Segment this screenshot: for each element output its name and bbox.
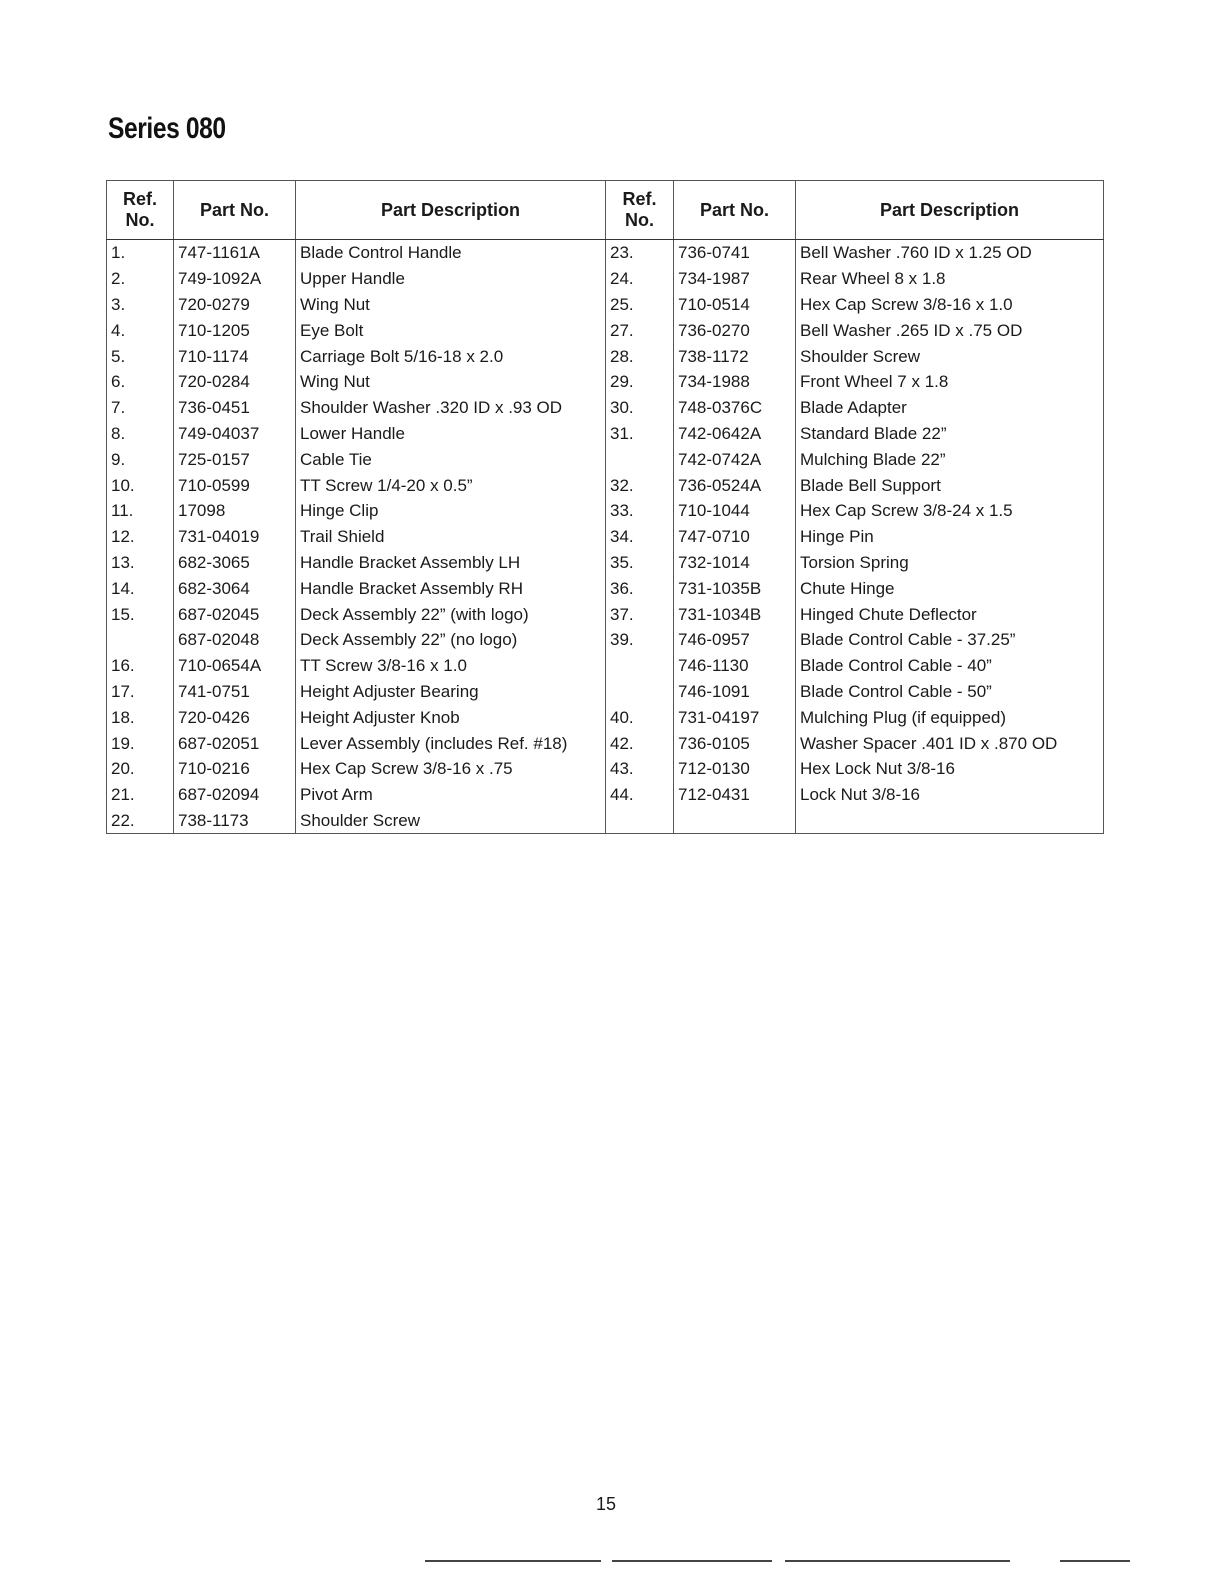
part-description-cell: Blade Control Cable - 37.25” (796, 627, 1104, 653)
part-description-cell: Hinged Chute Deflector (796, 601, 1104, 627)
ref-no-cell: 33. (606, 498, 674, 524)
part-description-cell: Carriage Bolt 5/16-18 x 2.0 (296, 343, 606, 369)
table-row (107, 240, 606, 266)
table-row (606, 395, 1104, 421)
part-no-cell: 749-1092A (174, 266, 296, 292)
part-description-cell: Hex Lock Nut 3/8-16 (796, 756, 1104, 782)
ref-no-cell (606, 679, 674, 705)
table-row (606, 317, 1104, 343)
part-no-cell: 682-3065 (174, 550, 296, 576)
part-no-cell: 734-1987 (674, 266, 796, 292)
part-no-cell: 748-0376C (674, 395, 796, 421)
ref-no-cell: 43. (606, 756, 674, 782)
part-description-cell: Chute Hinge (796, 575, 1104, 601)
ref-no-cell: 4. (107, 317, 174, 343)
table-row (107, 627, 606, 653)
ref-no-cell: 36. (606, 575, 674, 601)
part-description-cell: Lever Assembly (includes Ref. #18) (296, 730, 606, 756)
part-description-cell: Torsion Spring (796, 550, 1104, 576)
part-no-cell: 731-04197 (674, 704, 796, 730)
table-row (606, 343, 1104, 369)
table-row (107, 292, 606, 318)
table-row (107, 730, 606, 756)
ref-no-cell: 32. (606, 472, 674, 498)
part-no-cell: 710-0216 (174, 756, 296, 782)
part-no-cell (674, 808, 796, 834)
table-row (107, 317, 606, 343)
part-description-cell: Blade Control Cable - 40” (796, 653, 1104, 679)
part-description-cell: Bell Washer .760 ID x 1.25 OD (796, 240, 1104, 266)
part-no-cell: 720-0284 (174, 369, 296, 395)
part-description-cell: Blade Adapter (796, 395, 1104, 421)
ref-no-cell: 14. (107, 575, 174, 601)
part-no-cell: 712-0431 (674, 782, 796, 808)
part-no-cell: 738-1172 (674, 343, 796, 369)
part-no-cell: 720-0279 (174, 292, 296, 318)
part-no-cell: 736-0270 (674, 317, 796, 343)
table-row (606, 601, 1104, 627)
parts-table-right (605, 180, 1104, 834)
ref-no-cell: 39. (606, 627, 674, 653)
part-no-cell: 687-02048 (174, 627, 296, 653)
table-row (107, 343, 606, 369)
table-row (107, 653, 606, 679)
table-header-row (606, 181, 1104, 240)
part-no-cell: 732-1014 (674, 550, 796, 576)
part-no-cell: 687-02094 (174, 782, 296, 808)
table-row (107, 756, 606, 782)
parts-table-left-body (107, 240, 606, 834)
scan-edge-mark (785, 1560, 1010, 1562)
ref-no-cell: 27. (606, 317, 674, 343)
ref-no-cell: 7. (107, 395, 174, 421)
part-description-cell: Washer Spacer .401 ID x .870 OD (796, 730, 1104, 756)
ref-no-cell: 29. (606, 369, 674, 395)
part-description-cell: Blade Control Cable - 50” (796, 679, 1104, 705)
table-row (606, 240, 1104, 266)
ref-no-cell: 13. (107, 550, 174, 576)
ref-no-cell: 40. (606, 704, 674, 730)
ref-no-cell: 10. (107, 472, 174, 498)
ref-no-cell: 11. (107, 498, 174, 524)
parts-table-right-body (606, 240, 1104, 834)
ref-no-cell: 5. (107, 343, 174, 369)
part-description-cell: Front Wheel 7 x 1.8 (796, 369, 1104, 395)
table-row (606, 498, 1104, 524)
ref-no-cell: 35. (606, 550, 674, 576)
part-no-header: Part No. (674, 181, 796, 240)
part-no-cell: 736-0105 (674, 730, 796, 756)
part-description-cell: Hex Cap Screw 3/8-16 x 1.0 (796, 292, 1104, 318)
part-description-cell: Shoulder Screw (796, 343, 1104, 369)
part-description-cell: Upper Handle (296, 266, 606, 292)
ref-no-cell: 3. (107, 292, 174, 318)
part-description-cell: TT Screw 3/8-16 x 1.0 (296, 653, 606, 679)
part-description-cell: TT Screw 1/4-20 x 0.5” (296, 472, 606, 498)
table-row (606, 627, 1104, 653)
table-row (606, 292, 1104, 318)
part-no-cell: 725-0157 (174, 446, 296, 472)
part-description-cell: Trail Shield (296, 524, 606, 550)
ref-no-cell: 23. (606, 240, 674, 266)
ref-no-cell (606, 808, 674, 834)
ref-no-cell: 17. (107, 679, 174, 705)
table-row (606, 782, 1104, 808)
part-no-cell: 17098 (174, 498, 296, 524)
part-description-cell: Blade Control Handle (296, 240, 606, 266)
part-description-cell: Height Adjuster Bearing (296, 679, 606, 705)
table-row (107, 266, 606, 292)
part-no-cell: 736-0524A (674, 472, 796, 498)
part-description-cell: Pivot Arm (296, 782, 606, 808)
ref-no-cell (606, 653, 674, 679)
table-row (107, 550, 606, 576)
table-row (606, 524, 1104, 550)
table-row (606, 369, 1104, 395)
part-description-cell: Mulching Plug (if equipped) (796, 704, 1104, 730)
ref-no-cell: 6. (107, 369, 174, 395)
part-no-cell: 712-0130 (674, 756, 796, 782)
part-description-header: Part Description (796, 181, 1104, 240)
ref-header-line2: No. (625, 210, 654, 230)
table-row (606, 704, 1104, 730)
table-row (107, 601, 606, 627)
part-description-cell: Eye Bolt (296, 317, 606, 343)
part-no-cell: 746-1091 (674, 679, 796, 705)
part-no-cell: 710-1205 (174, 317, 296, 343)
part-description-cell: Rear Wheel 8 x 1.8 (796, 266, 1104, 292)
ref-no-cell: 25. (606, 292, 674, 318)
part-no-cell: 710-0599 (174, 472, 296, 498)
page-title: Series 080 (108, 112, 226, 145)
part-no-cell: 747-0710 (674, 524, 796, 550)
part-no-cell: 736-0741 (674, 240, 796, 266)
table-row (606, 421, 1104, 447)
parts-table-left (106, 180, 606, 834)
ref-no-cell: 2. (107, 266, 174, 292)
table-row (606, 679, 1104, 705)
ref-no-cell: 18. (107, 704, 174, 730)
part-no-cell: 746-0957 (674, 627, 796, 653)
part-no-cell: 734-1988 (674, 369, 796, 395)
table-row (606, 730, 1104, 756)
page-number: 15 (595, 1494, 617, 1514)
ref-no-cell: 12. (107, 524, 174, 550)
table-row (107, 808, 606, 834)
part-description-cell: Deck Assembly 22” (with logo) (296, 601, 606, 627)
table-row (107, 446, 606, 472)
part-description-cell: Wing Nut (296, 369, 606, 395)
ref-no-cell: 21. (107, 782, 174, 808)
table-row (107, 575, 606, 601)
table-header-row (107, 181, 606, 240)
part-no-cell: 741-0751 (174, 679, 296, 705)
table-row (107, 472, 606, 498)
part-no-cell: 710-1044 (674, 498, 796, 524)
table-row (606, 550, 1104, 576)
ref-header-line1: Ref. (122, 189, 157, 209)
part-description-cell: Cable Tie (296, 446, 606, 472)
part-no-cell: 736-0451 (174, 395, 296, 421)
ref-no-cell: 20. (107, 756, 174, 782)
ref-no-cell: 22. (107, 808, 174, 834)
part-description-cell: Shoulder Screw (296, 808, 606, 834)
table-row (107, 369, 606, 395)
table-row (606, 756, 1104, 782)
part-no-cell: 687-02045 (174, 601, 296, 627)
ref-no-cell: 24. (606, 266, 674, 292)
ref-header-line2: No. (125, 210, 155, 230)
ref-no-cell: 30. (606, 395, 674, 421)
part-no-cell: 731-1034B (674, 601, 796, 627)
ref-no-cell: 31. (606, 421, 674, 447)
part-no-cell: 738-1173 (174, 808, 296, 834)
scan-edge-mark (425, 1560, 601, 1562)
ref-no-header (606, 181, 674, 240)
part-no-cell: 720-0426 (174, 704, 296, 730)
ref-no-cell: 1. (107, 240, 174, 266)
ref-no-cell (606, 446, 674, 472)
table-row (606, 472, 1104, 498)
ref-no-cell: 34. (606, 524, 674, 550)
table-row (107, 704, 606, 730)
part-no-header: Part No. (174, 181, 296, 240)
part-no-cell: 710-1174 (174, 343, 296, 369)
part-no-cell: 746-1130 (674, 653, 796, 679)
ref-no-cell: 15. (107, 601, 174, 627)
part-description-cell: Bell Washer .265 ID x .75 OD (796, 317, 1104, 343)
part-description-cell: Hex Cap Screw 3/8-16 x .75 (296, 756, 606, 782)
part-no-cell: 731-1035B (674, 575, 796, 601)
ref-no-cell: 8. (107, 421, 174, 447)
table-row (606, 575, 1104, 601)
scan-edge-mark (1060, 1560, 1130, 1562)
part-no-cell: 731-04019 (174, 524, 296, 550)
ref-no-cell (107, 627, 174, 653)
part-description-cell: Blade Bell Support (796, 472, 1104, 498)
part-no-cell: 710-0654A (174, 653, 296, 679)
part-description-cell: Height Adjuster Knob (296, 704, 606, 730)
table-row (107, 498, 606, 524)
ref-no-header (107, 181, 174, 240)
part-description-header: Part Description (296, 181, 606, 240)
part-description-cell: Hinge Clip (296, 498, 606, 524)
ref-no-cell: 28. (606, 343, 674, 369)
table-row (107, 679, 606, 705)
table-row (107, 782, 606, 808)
part-description-cell: Shoulder Washer .320 ID x .93 OD (296, 395, 606, 421)
part-description-cell (796, 808, 1104, 834)
table-row (107, 395, 606, 421)
table-row (107, 421, 606, 447)
part-no-cell: 749-04037 (174, 421, 296, 447)
ref-no-cell: 16. (107, 653, 174, 679)
ref-no-cell: 44. (606, 782, 674, 808)
scan-edge-mark (612, 1560, 772, 1562)
part-no-cell: 710-0514 (674, 292, 796, 318)
part-no-cell: 742-0742A (674, 446, 796, 472)
ref-header-line1: Ref. (622, 189, 657, 209)
table-row (107, 524, 606, 550)
ref-no-cell: 37. (606, 601, 674, 627)
table-row (606, 808, 1104, 834)
part-description-cell: Lower Handle (296, 421, 606, 447)
part-no-cell: 742-0642A (674, 421, 796, 447)
part-description-cell: Deck Assembly 22” (no logo) (296, 627, 606, 653)
table-row (606, 653, 1104, 679)
part-description-cell: Wing Nut (296, 292, 606, 318)
ref-no-cell: 9. (107, 446, 174, 472)
part-description-cell: Mulching Blade 22” (796, 446, 1104, 472)
part-no-cell: 747-1161A (174, 240, 296, 266)
part-description-cell: Hex Cap Screw 3/8-24 x 1.5 (796, 498, 1104, 524)
part-description-cell: Hinge Pin (796, 524, 1104, 550)
part-description-cell: Standard Blade 22” (796, 421, 1104, 447)
table-row (606, 266, 1104, 292)
ref-no-cell: 19. (107, 730, 174, 756)
table-row (606, 446, 1104, 472)
ref-no-cell: 42. (606, 730, 674, 756)
part-no-cell: 687-02051 (174, 730, 296, 756)
part-description-cell: Handle Bracket Assembly RH (296, 575, 606, 601)
part-no-cell: 682-3064 (174, 575, 296, 601)
part-description-cell: Handle Bracket Assembly LH (296, 550, 606, 576)
part-description-cell: Lock Nut 3/8-16 (796, 782, 1104, 808)
